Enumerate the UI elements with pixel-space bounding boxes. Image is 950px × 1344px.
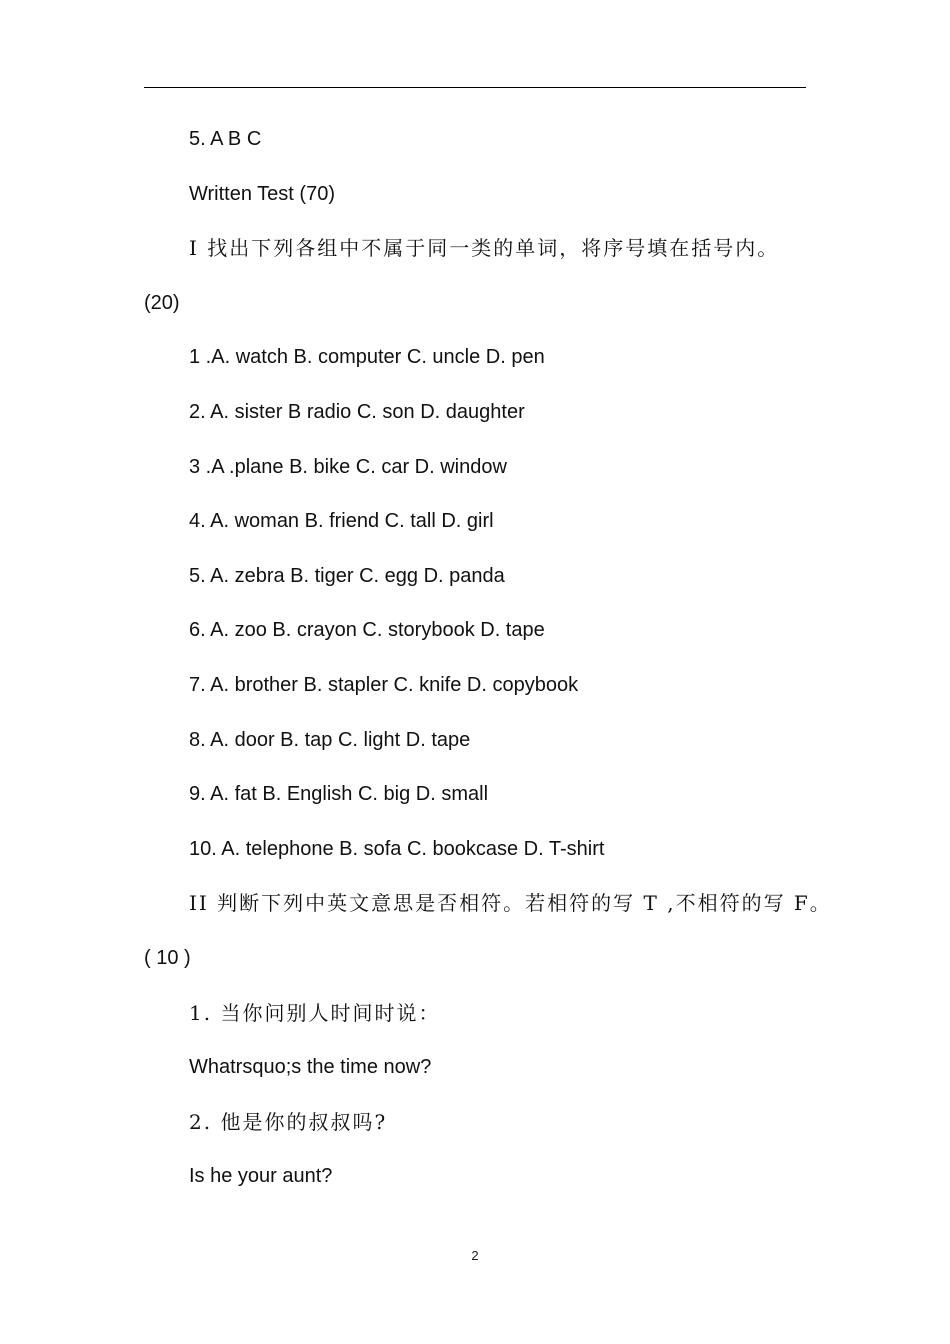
judgement-prompt: 1. 当你问别人时间时说：	[189, 1000, 441, 1025]
question-line: 3 .A .plane B. bike C. car D. window	[189, 455, 507, 478]
section-heading-written-test: Written Test (70)	[189, 182, 335, 205]
question-line: 2. A. sister B radio C. son D. daughter	[189, 400, 525, 423]
judgement-sentence: Is he your aunt?	[189, 1165, 333, 1188]
section-i-points: (20)	[144, 291, 180, 314]
section-i-instruction: I 找出下列各组中不属于同一类的单词，将序号填在括号内。	[189, 236, 780, 261]
judgement-sentence: Whatrsquo;s the time now?	[189, 1056, 432, 1079]
question-line: 4. A. woman B. friend C. tall D. girl	[189, 510, 494, 533]
question-line: 1 .A. watch B. computer C. uncle D. pen	[189, 346, 545, 369]
answer-line: 5. A B C	[189, 128, 262, 150]
question-line: 6. A. zoo B. crayon C. storybook D. tape	[189, 619, 545, 642]
section-ii-instruction: II 判断下列中英文意思是否相符。若相符的写 T ,不相符的写 F。	[189, 891, 832, 916]
section-ii-points: ( 10 )	[144, 946, 191, 969]
question-line: 10. A. telephone B. sofa C. bookcase D. T-shirt	[189, 837, 605, 860]
question-line: 5. A. zebra B. tiger C. egg D. panda	[189, 564, 505, 587]
question-line: 8. A. door B. tap C. light D. tape	[189, 728, 471, 751]
page-content	[144, 112, 832, 1204]
question-line: 9. A. fat B. English C. big D. small	[189, 783, 489, 806]
page-number: 2	[471, 1248, 479, 1263]
header-rule	[144, 87, 806, 88]
judgement-prompt: 2. 他是你的叔叔吗?	[189, 1109, 388, 1134]
question-line: 7. A. brother B. stapler C. knife D. copybook	[189, 673, 579, 696]
